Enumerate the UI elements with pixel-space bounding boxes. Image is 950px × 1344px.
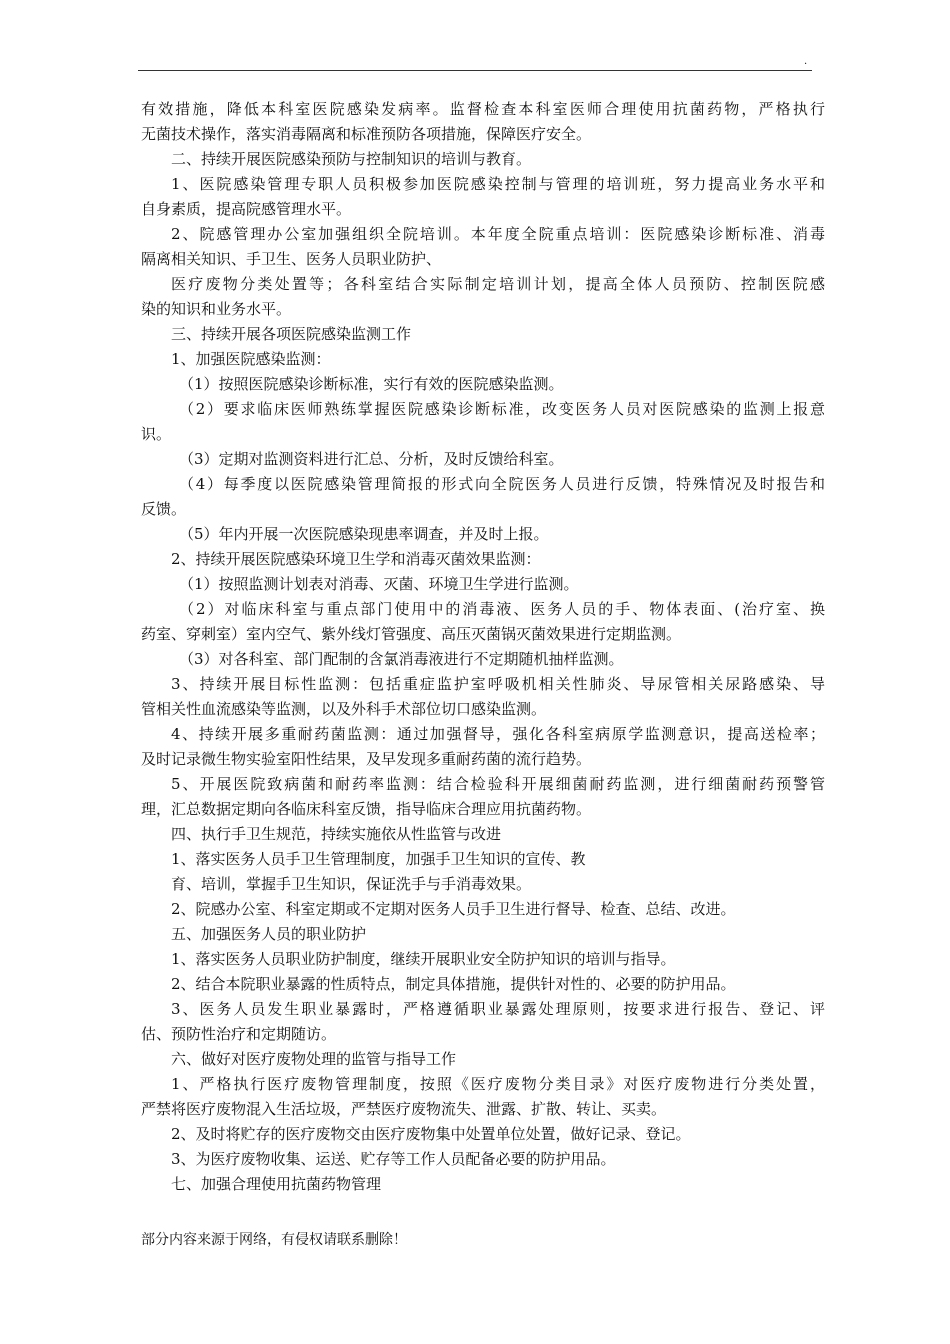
text-line: 估、预防性治疗和定期随访。 (141, 1025, 337, 1043)
text-line: 六、做好对医疗废物处理的监管与指导工作 (171, 1050, 457, 1068)
text-line: 及时记录微生物实验室阳性结果，及早发现多重耐药菌的流行趋势。 (141, 750, 592, 768)
text-line: 隔离相关知识、手卫生、医务人员职业防护、 (141, 250, 442, 268)
text-line: 七、加强合理使用抗菌药物管理 (171, 1175, 382, 1193)
text-line: 五、加强医务人员的职业防护 (171, 925, 367, 943)
text-line: 严禁将医疗废物混入生活垃圾，严禁医疗废物流失、泄露、扩散、转让、买卖。 (141, 1100, 667, 1118)
text-line: （4）每季度以医院感染管理简报的形式向全院医务人员进行反馈，特殊情况及时报告和 (179, 475, 825, 493)
text-line: 1、加强医院感染监测： (171, 350, 331, 368)
text-line: 3、医务人员发生职业暴露时，严格遵循职业暴露处理原则，按要求进行报告、登记、评 (171, 1000, 825, 1018)
text-line: 2、结合本院职业暴露的性质特点，制定具体措施，提供针对性的、必要的防护用品。 (171, 975, 736, 993)
text-line: （3）对各科室、部门配制的含氯消毒液进行不定期随机抽样监测。 (179, 650, 624, 668)
text-line: 育、培训，掌握手卫生知识，保证洗手与手消毒效果。 (171, 875, 532, 893)
text-line: 2、院感管理办公室加强组织全院培训。本年度全院重点培训：医院感染诊断标准、消毒 (171, 225, 825, 243)
text-line: 四、执行手卫生规范，持续实施依从性监管与改进 (171, 825, 502, 843)
text-line: 无菌技术操作，落实消毒隔离和标准预防各项措施，保障医疗安全。 (141, 125, 592, 143)
text-line: 管相关性血流感染等监测，以及外科手术部位切口感染监测。 (141, 700, 547, 718)
header-mark: . (804, 56, 808, 67)
text-line: 3、持续开展目标性监测：包括重症监护室呼吸机相关性肺炎、导尿管相关尿路感染、导 (171, 675, 825, 693)
text-line: （1）按照监测计划表对消毒、灭菌、环境卫生学进行监测。 (179, 575, 579, 593)
text-line: 2、持续开展医院感染环境卫生学和消毒灭菌效果监测： (171, 550, 541, 568)
document-body (141, 97, 825, 1197)
text-line: 2、及时将贮存的医疗废物交由医疗废物集中处置单位处置，做好记录、登记。 (171, 1125, 691, 1143)
text-line: 三、持续开展各项医院感染监测工作 (171, 325, 412, 343)
text-line: 1、落实医务人员职业防护制度，继续开展职业安全防护知识的培训与指导。 (171, 950, 676, 968)
text-line: （2）对临床科室与重点部门使用中的消毒液、医务人员的手、物体表面、(治疗室、换 (179, 600, 825, 618)
text-line: 2、院感办公室、科室定期或不定期对医务人员手卫生进行督导、检查、总结、改进。 (171, 900, 736, 918)
text-line: 有效措施，降低本科室医院感染发病率。监督检查本科室医师合理使用抗菌药物，严格执行 (141, 100, 825, 118)
text-line: 5、开展医院致病菌和耐药率监测：结合检验科开展细菌耐药监测，进行细菌耐药预警管 (171, 775, 825, 793)
text-line: 医疗废物分类处置等；各科室结合实际制定培训计划，提高全体人员预防、控制医院感 (171, 275, 825, 293)
text-line: （1）按照医院感染诊断标准，实行有效的医院感染监测。 (179, 375, 564, 393)
text-line: 自身素质，提高院感管理水平。 (141, 200, 352, 218)
text-line: 1、落实医务人员手卫生管理制度，加强手卫生知识的宣传、教 (171, 850, 586, 868)
text-line: （5）年内开展一次医院感染现患率调查，并及时上报。 (179, 525, 549, 543)
text-line: 药室、穿刺室）室内空气、紫外线灯管强度、高压灭菌锅灭菌效果进行定期监测。 (141, 625, 682, 643)
text-line: 染的知识和业务水平。 (141, 300, 292, 318)
header-rule (138, 70, 812, 71)
text-line: 理，汇总数据定期向各临床科室反馈，指导临床合理应用抗菌药物。 (141, 800, 592, 818)
text-line: 二、持续开展医院感染预防与控制知识的培训与教育。 (171, 150, 532, 168)
text-line: 1、严格执行医疗废物管理制度，按照《医疗废物分类目录》对医疗废物进行分类处置， (171, 1075, 825, 1093)
text-line: 4、持续开展多重耐药菌监测：通过加强督导，强化各科室病原学监测意识，提高送检率； (171, 725, 825, 743)
text-line: （2）要求临床医师熟练掌握医院感染诊断标准，改变医务人员对医院感染的监测上报意 (179, 400, 825, 418)
text-line: 反馈。 (141, 500, 187, 518)
text-line: 1、医院感染管理专职人员积极参加医院感染控制与管理的培训班，努力提高业务水平和 (171, 175, 825, 193)
text-line: 识。 (141, 425, 172, 443)
footer-disclaimer: 部分内容来源于网络，有侵权请联系删除！ (141, 1232, 407, 1248)
text-line: （3）定期对监测资料进行汇总、分析，及时反馈给科室。 (179, 450, 564, 468)
text-line: 3、为医疗废物收集、运送、贮存等工作人员配备必要的防护用品。 (171, 1150, 616, 1168)
